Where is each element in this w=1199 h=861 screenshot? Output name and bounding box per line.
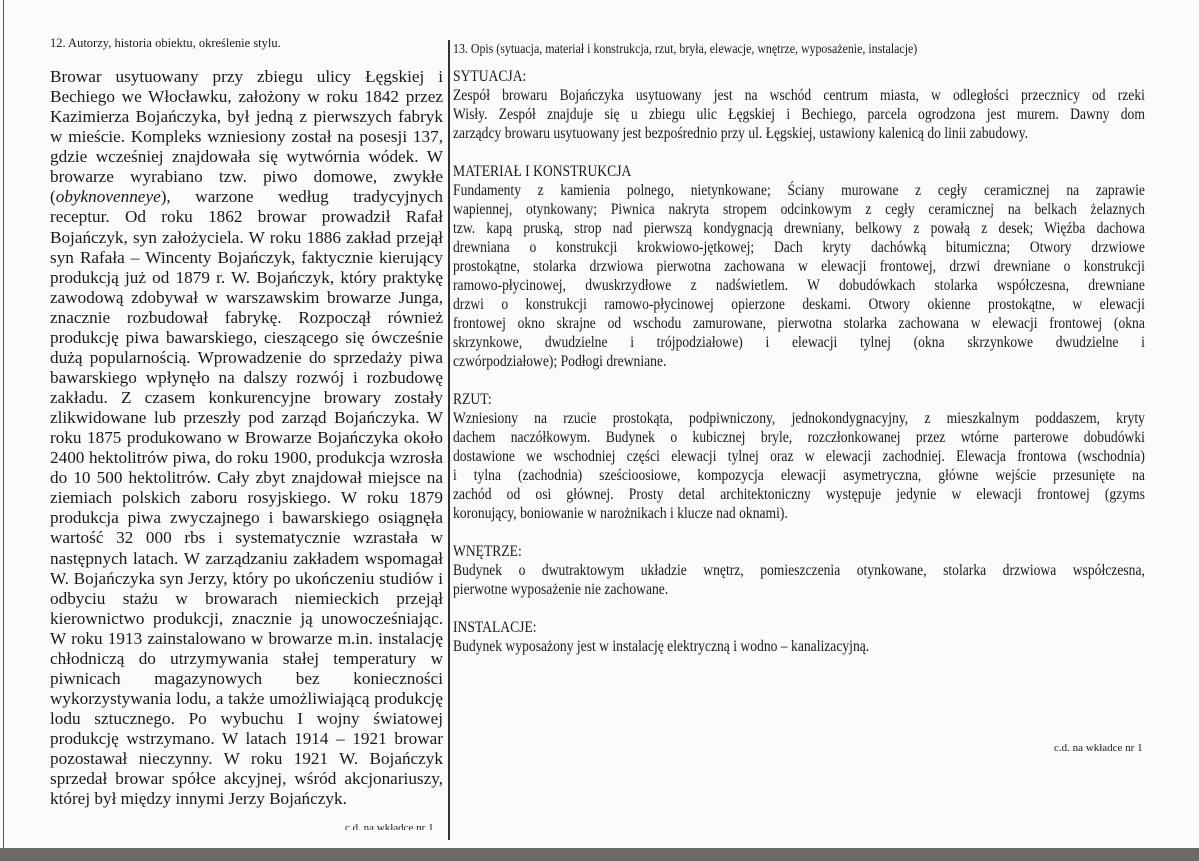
text-line: Bojańczyk, syn założyciela. W roku 1886 zakład przejął <box>50 227 443 247</box>
text-line: zarządcy browaru usytuowany jest bezpośrednio przy ul. Łęgskiej, ustawiony kalenicą do linii zabudowy. <box>453 125 1029 142</box>
text-line: frontowej okno skrajne od wschodu zamurowane, pierwotna stolarka zachowana w elewacji frontowej (okna <box>453 315 1145 332</box>
text-line: Browar usytuowany przy zbiegu ulicy Łęgskiej i <box>50 67 443 86</box>
text-line: Bechiego we Włocławku, założony w roku 1842 przez <box>50 87 443 107</box>
continued-note-left: c.d. na wkładce nr 1 <box>345 822 434 830</box>
section-gap <box>453 371 1145 390</box>
text-line: ramowo-płycinowej, dwuskrzydłowe z nadświetlem. W dobudówkach stolarka współczesna, drewniane <box>453 277 1145 294</box>
text-line: 2400 hektolitrów piwa, do roku 1900, produkcja wzrosła <box>50 448 443 468</box>
text-line: zakładu. Z czasem konkurencyjne browary zostały <box>50 388 443 407</box>
text-line: znacznie rozbudował fabrykę. Rozpoczął również <box>50 307 443 327</box>
text-line: Budynek o dwutraktowym układzie wnętrz, pomieszczenia otynkowane, stolarka drzwiowa współczesna, <box>453 562 1145 579</box>
section-13-header: 13. Opis (sytuacja, materiał i konstrukcja, rzut, bryła, elewacje, wnętrze, wyposażenie, instalacje) <box>453 42 918 57</box>
text-line: produkcję wstrzymano. W latach 1914 – 1921 browar <box>50 729 443 749</box>
text-line: której był między innymi Jerzy Bojańczyk. <box>50 789 347 809</box>
text-line: roku 1875 produkowano w Browarze Bojańczyka około <box>50 428 443 448</box>
text-line: skrzynkowe, dwudzielne i trójpodziałowe) i elewacji tylnej (okna skrzynkowe dwudzielne i <box>453 334 1145 351</box>
text-line: Kazimierza Bojańczyka, był jedną z pierwszych fabryk <box>50 107 443 127</box>
text-line: W roku 1913 zainstalowano w browarze m.in. instalację <box>50 628 443 648</box>
text-line: produkcję piwa bawarskiego, cieszącego się ówcześnie <box>50 327 443 347</box>
text-line: drewniana o konstrukcji krokwiowo-jętkowej; Dach kryty dachówką bitumiczna; Otwory drzwiowe <box>453 239 1145 256</box>
continued-note-right: c.d. na wkładce nr 1 <box>1054 742 1143 754</box>
text-line: pozostawał nieczynny. W roku 1921 W. Bojańczyk <box>50 749 443 769</box>
text-line: Fundamenty z kamienia polnego, nietynkowane; Ściany murowane z cegły ceramicznej na zaprawie <box>453 182 1145 199</box>
text-line: piwnicach magazynowych bez konieczności <box>50 668 443 688</box>
text-line: odbyciu stażu w browarach niemieckich przejął <box>50 588 443 608</box>
section-title: MATERIAŁ I KONSTRUKCJA <box>453 163 632 180</box>
text-fragment: ( <box>50 187 56 207</box>
scan-edge <box>0 848 1199 861</box>
text-line: gdzie wcześniej znajdowała się wytwórnia wódek. W <box>50 147 443 167</box>
text-line: wartość 32 000 rbs i systematycznie wzrastała w <box>50 528 443 548</box>
section-title: RZUT: <box>453 391 492 408</box>
section-title: WNĘTRZE: <box>453 543 522 560</box>
text-line: Zespół browaru Bojańczyka usytuowany jest na wschód centrum miasta, w odległości przecznicy od rzeki <box>453 87 1145 104</box>
text-line: i tylna (zachodnia) sześcioosiowe, kompozycja elewacji asymetryczna, główne wejście przesunięte na <box>453 467 1145 484</box>
text-line: chłodniczą do utrzymywania stałej temperatury w <box>50 648 443 668</box>
text-line: zlikwidowane lub przeszły pod zarząd Bojańczyka. W <box>50 408 443 428</box>
column-divider <box>448 40 450 840</box>
section-gap <box>453 523 1145 542</box>
text-line: zachód od osi głównej. Prosty detal architektoniczny występuje jedynie w elewacji frontowej (gzyms <box>453 486 1145 503</box>
text-line: syn Rafała – Wincenty Bojańczyk, faktycznie kierujący <box>50 247 443 267</box>
text-line: prostokątne, stolarka drzwiowa pierwotna zachowana w elewacji frontowej, drzwi drewniane o konstrukcji <box>453 258 1145 275</box>
text-line: tzw. kapą pruską, strop nad pierwszą kondygnacją drewniany, belkowy z powałą z desek; Więźba dachowa <box>453 220 1145 237</box>
text-line: produkcja piwa zwyczajnego i bawarskiego osiągnęła <box>50 508 443 528</box>
text-line: koronujący, boniowanie w narożnikach i klucze nad oknami). <box>453 505 788 522</box>
text-line: pierwotne wyposażenie nie zachowane. <box>453 581 669 598</box>
text-line: wapiennej, otynkowany; Piwnica nakryta stropem odcinkowym z cegły ceramicznej na belkach żelaznych <box>453 201 1145 218</box>
text-line: kierownictwo produkcji, znacznie ją unowocześniając. <box>50 608 443 628</box>
italic-term: obyknovenneye <box>55 187 161 207</box>
text-line: zawodową zdobywał w warszawskim browarze Junga, <box>50 287 443 307</box>
text-line: do 10 500 hektolitrów. Cały zbyt znajdował miejsce na <box>50 468 443 488</box>
text-line: Budynek wyposażony jest w instalację elektryczną i wodno – kanalizacyjną. <box>453 638 870 655</box>
text-line: czwórpodziałowe); Podłogi drewniane. <box>453 353 667 370</box>
text-line: sprzedał browar spółce akcyjnej, wśród akcjonariuszy, <box>50 769 443 789</box>
text-line: ziemiach polskich zaboru rosyjskiego. W roku 1879 <box>50 488 443 508</box>
text-line: produkcją już od 1879 r. W. Bojańczyk, który praktykę <box>50 267 443 287</box>
text-line: w mieście. Kompleks wzniesiony został na posesji 137, <box>50 127 443 147</box>
text-line: dostawione we wschodniej części elewacji tylnej oraz w elewacji zachodniej. Elewacja frontowa (wschodnia) <box>453 448 1145 465</box>
text-line: W. Bojańczyka syn Jerzy, który po ukończeniu studiów i <box>50 568 443 588</box>
text-line: Wzniesiony na rzucie prostokąta, podpiwniczony, jednokondygnacyjny, z mieszkalnym poddaszem, kryty <box>453 410 1145 427</box>
text-line <box>50 187 443 207</box>
text-line: dużą popularnością. Wprowadzenie do sprzedaży piwa <box>50 347 443 367</box>
text-line: receptur. Od roku 1862 browar prowadził Rafał <box>50 207 443 227</box>
text-fragment: ), warzone według tradycyjnych <box>160 187 443 207</box>
section-title: SYTUACJA: <box>453 68 527 85</box>
page-border <box>3 0 4 848</box>
text-line: wykorzystywania lodu, a także umożliwiającą produkcję <box>50 688 443 708</box>
text-line: lodu sztucznego. Po wybuchu I wojny światowej <box>50 709 443 728</box>
section-gap <box>453 143 1145 162</box>
history-text <box>50 67 443 809</box>
section-12-header: 12. Autorzy, historia obiektu, określenie stylu. <box>50 36 281 50</box>
text-line: Wisły. Zespół znajduje się u zbiegu ulic Łęgskiej i Bechiego, parcela ogrodzona jest murem. Dawny dom <box>453 106 1145 123</box>
description-column <box>453 42 1145 656</box>
description-text <box>453 67 1145 656</box>
text-line: następnych latach. W zarządzaniu zakładem wspomagał <box>50 548 443 568</box>
text-line: drzwi o konstrukcji ramowo-płycinowej opierzone deskami. Otwory okienne prostokątne, w elewacji <box>453 296 1145 313</box>
section-title: INSTALACJE: <box>453 619 537 636</box>
section-gap <box>453 599 1145 618</box>
text-line: dachem naczółkowym. Budynek o kubicznej bryle, rozczłonkowanej przez wtórne parterowe dobudówki <box>453 429 1145 446</box>
text-line: browarze wyrabiano tzw. piwo domowe, zwykłe <box>50 167 443 187</box>
text-line: bawarskiego wpłynęło na dalszy rozwój i rozbudowę <box>50 367 443 387</box>
